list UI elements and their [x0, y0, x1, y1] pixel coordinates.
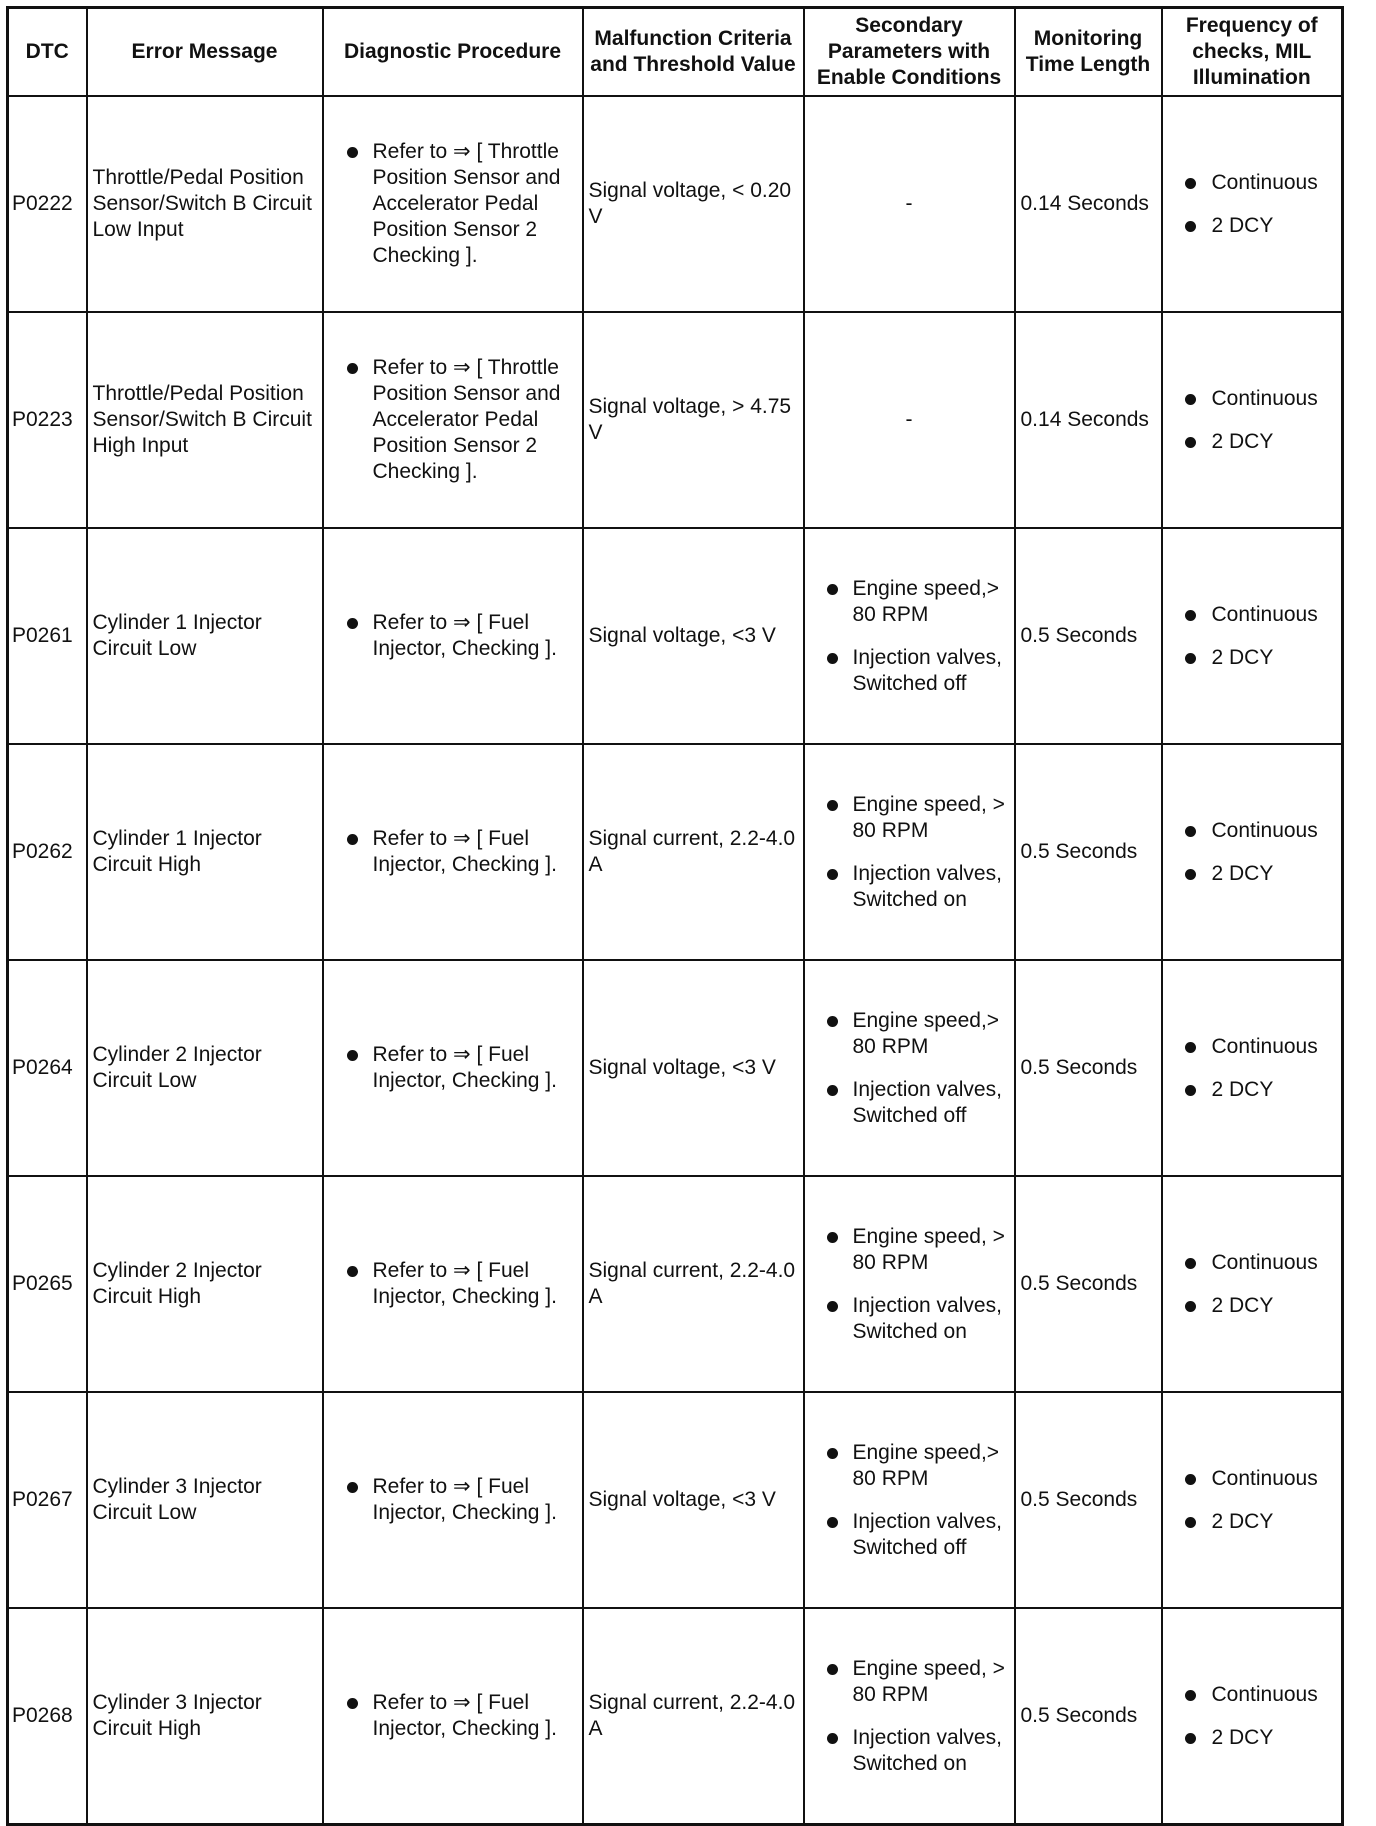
diagnostic-procedure-cell — [323, 744, 583, 960]
frequency-cell — [1162, 1608, 1343, 1825]
frequency-cell — [1162, 1176, 1343, 1392]
secondary-injection-valves: Injection valves, Switched on — [805, 861, 1014, 913]
dtc-code: P0223 — [8, 312, 87, 528]
malfunction-criteria: Signal voltage, <3 V — [583, 1392, 804, 1608]
malfunction-criteria: Signal voltage, < 0.20 V — [583, 96, 804, 312]
error-message: Cylinder 1 Injector Circuit High — [87, 744, 323, 960]
secondary-injection-valves: Injection valves, Switched off — [805, 645, 1014, 697]
error-message: Cylinder 2 Injector Circuit Low — [87, 960, 323, 1176]
dtc-code: P0261 — [8, 528, 87, 744]
frequency-cell — [1162, 96, 1343, 312]
header-secondary-parameters: Secondary Parameters with Enable Conditions — [804, 8, 1015, 97]
diagnostic-procedure-cell — [323, 96, 583, 312]
header-malfunction-criteria: Malfunction Criteria and Threshold Value — [583, 8, 804, 97]
monitoring-time: 0.5 Seconds — [1015, 528, 1162, 744]
dtc-table — [6, 6, 1344, 1826]
header-monitoring-time: Monitoring Time Length — [1015, 8, 1162, 97]
secondary-engine-speed: Engine speed,> 80 RPM — [805, 1440, 1014, 1492]
frequency-check: Continuous — [1163, 818, 1342, 844]
secondary-engine-speed: Engine speed,> 80 RPM — [805, 576, 1014, 628]
dtc-code: P0262 — [8, 744, 87, 960]
secondary-engine-speed: Engine speed, > 80 RPM — [805, 792, 1014, 844]
malfunction-criteria: Signal current, 2.2-4.0 A — [583, 1608, 804, 1825]
frequency-check: Continuous — [1163, 386, 1342, 412]
frequency-cell — [1162, 312, 1343, 528]
secondary-parameters-cell — [804, 960, 1015, 1176]
malfunction-criteria: Signal voltage, <3 V — [583, 528, 804, 744]
secondary-parameters-cell — [804, 1176, 1015, 1392]
frequency-check: Continuous — [1163, 1250, 1342, 1276]
dtc-code: P0264 — [8, 960, 87, 1176]
secondary-engine-speed: Engine speed, > 80 RPM — [805, 1656, 1014, 1708]
monitoring-time: 0.14 Seconds — [1015, 96, 1162, 312]
monitoring-time: 0.5 Seconds — [1015, 1608, 1162, 1825]
frequency-check: Continuous — [1163, 602, 1342, 628]
frequency-check: Continuous — [1163, 1682, 1342, 1708]
procedure-reference: Refer to ⇒ [ Fuel Injector, Checking ]. — [324, 826, 582, 878]
dtc-code: P0267 — [8, 1392, 87, 1608]
frequency-check: Continuous — [1163, 170, 1342, 196]
procedure-reference: Refer to ⇒ [ Throttle Position Sensor and Accelerator Pedal Position Sensor 2 Checking ]. — [324, 139, 582, 269]
secondary-injection-valves: Injection valves, Switched on — [805, 1293, 1014, 1345]
diagnostic-procedure-cell — [323, 1392, 583, 1608]
table-row — [8, 960, 1343, 1176]
secondary-parameters-cell — [804, 528, 1015, 744]
table-row — [8, 96, 1343, 312]
frequency-cell — [1162, 528, 1343, 744]
secondary-parameters-cell — [804, 1392, 1015, 1608]
monitoring-time: 0.5 Seconds — [1015, 744, 1162, 960]
dtc-table-sheet — [6, 6, 1344, 1826]
mil-illumination: 2 DCY — [1163, 1077, 1342, 1103]
monitoring-time: 0.14 Seconds — [1015, 312, 1162, 528]
procedure-reference: Refer to ⇒ [ Fuel Injector, Checking ]. — [324, 1474, 582, 1526]
diagnostic-procedure-cell — [323, 1608, 583, 1825]
mil-illumination: 2 DCY — [1163, 1293, 1342, 1319]
header-frequency: Frequency of checks, MIL Illumination — [1162, 8, 1343, 97]
dtc-code: P0265 — [8, 1176, 87, 1392]
header-diagnostic-procedure: Diagnostic Procedure — [323, 8, 583, 97]
procedure-reference: Refer to ⇒ [ Fuel Injector, Checking ]. — [324, 610, 582, 662]
header-error-message: Error Message — [87, 8, 323, 97]
diagnostic-procedure-cell — [323, 312, 583, 528]
table-row — [8, 744, 1343, 960]
secondary-parameters-cell — [804, 1608, 1015, 1825]
procedure-reference: Refer to ⇒ [ Fuel Injector, Checking ]. — [324, 1042, 582, 1094]
diagnostic-procedure-cell — [323, 528, 583, 744]
frequency-check: Continuous — [1163, 1034, 1342, 1060]
frequency-cell — [1162, 744, 1343, 960]
table-row — [8, 1608, 1343, 1825]
diagnostic-procedure-cell — [323, 1176, 583, 1392]
error-message: Cylinder 3 Injector Circuit Low — [87, 1392, 323, 1608]
secondary-parameters-empty: - — [804, 312, 1015, 528]
procedure-reference: Refer to ⇒ [ Throttle Position Sensor and Accelerator Pedal Position Sensor 2 Checking ]. — [324, 355, 582, 485]
table-row — [8, 312, 1343, 528]
secondary-parameters-empty: - — [804, 96, 1015, 312]
monitoring-time: 0.5 Seconds — [1015, 1392, 1162, 1608]
secondary-parameters-cell — [804, 744, 1015, 960]
dtc-code: P0268 — [8, 1608, 87, 1825]
header-row — [8, 8, 1343, 97]
frequency-check: Continuous — [1163, 1466, 1342, 1492]
malfunction-criteria: Signal current, 2.2-4.0 A — [583, 1176, 804, 1392]
secondary-injection-valves: Injection valves, Switched off — [805, 1509, 1014, 1561]
malfunction-criteria: Signal current, 2.2-4.0 A — [583, 744, 804, 960]
frequency-cell — [1162, 1392, 1343, 1608]
mil-illumination: 2 DCY — [1163, 645, 1342, 671]
dtc-code: P0222 — [8, 96, 87, 312]
table-row — [8, 1176, 1343, 1392]
error-message: Cylinder 2 Injector Circuit High — [87, 1176, 323, 1392]
secondary-injection-valves: Injection valves, Switched on — [805, 1725, 1014, 1777]
mil-illumination: 2 DCY — [1163, 1509, 1342, 1535]
error-message: Cylinder 3 Injector Circuit High — [87, 1608, 323, 1825]
mil-illumination: 2 DCY — [1163, 429, 1342, 455]
procedure-reference: Refer to ⇒ [ Fuel Injector, Checking ]. — [324, 1690, 582, 1742]
header-dtc: DTC — [8, 8, 87, 97]
monitoring-time: 0.5 Seconds — [1015, 1176, 1162, 1392]
frequency-cell — [1162, 960, 1343, 1176]
error-message: Throttle/Pedal Position Sensor/Switch B Circuit Low Input — [87, 96, 323, 312]
procedure-reference: Refer to ⇒ [ Fuel Injector, Checking ]. — [324, 1258, 582, 1310]
table-row — [8, 528, 1343, 744]
diagnostic-procedure-cell — [323, 960, 583, 1176]
malfunction-criteria: Signal voltage, > 4.75 V — [583, 312, 804, 528]
mil-illumination: 2 DCY — [1163, 213, 1342, 239]
table-row — [8, 1392, 1343, 1608]
mil-illumination: 2 DCY — [1163, 861, 1342, 887]
secondary-injection-valves: Injection valves, Switched off — [805, 1077, 1014, 1129]
malfunction-criteria: Signal voltage, <3 V — [583, 960, 804, 1176]
mil-illumination: 2 DCY — [1163, 1725, 1342, 1751]
monitoring-time: 0.5 Seconds — [1015, 960, 1162, 1176]
secondary-engine-speed: Engine speed,> 80 RPM — [805, 1008, 1014, 1060]
error-message: Throttle/Pedal Position Sensor/Switch B Circuit High Input — [87, 312, 323, 528]
error-message: Cylinder 1 Injector Circuit Low — [87, 528, 323, 744]
secondary-engine-speed: Engine speed, > 80 RPM — [805, 1224, 1014, 1276]
